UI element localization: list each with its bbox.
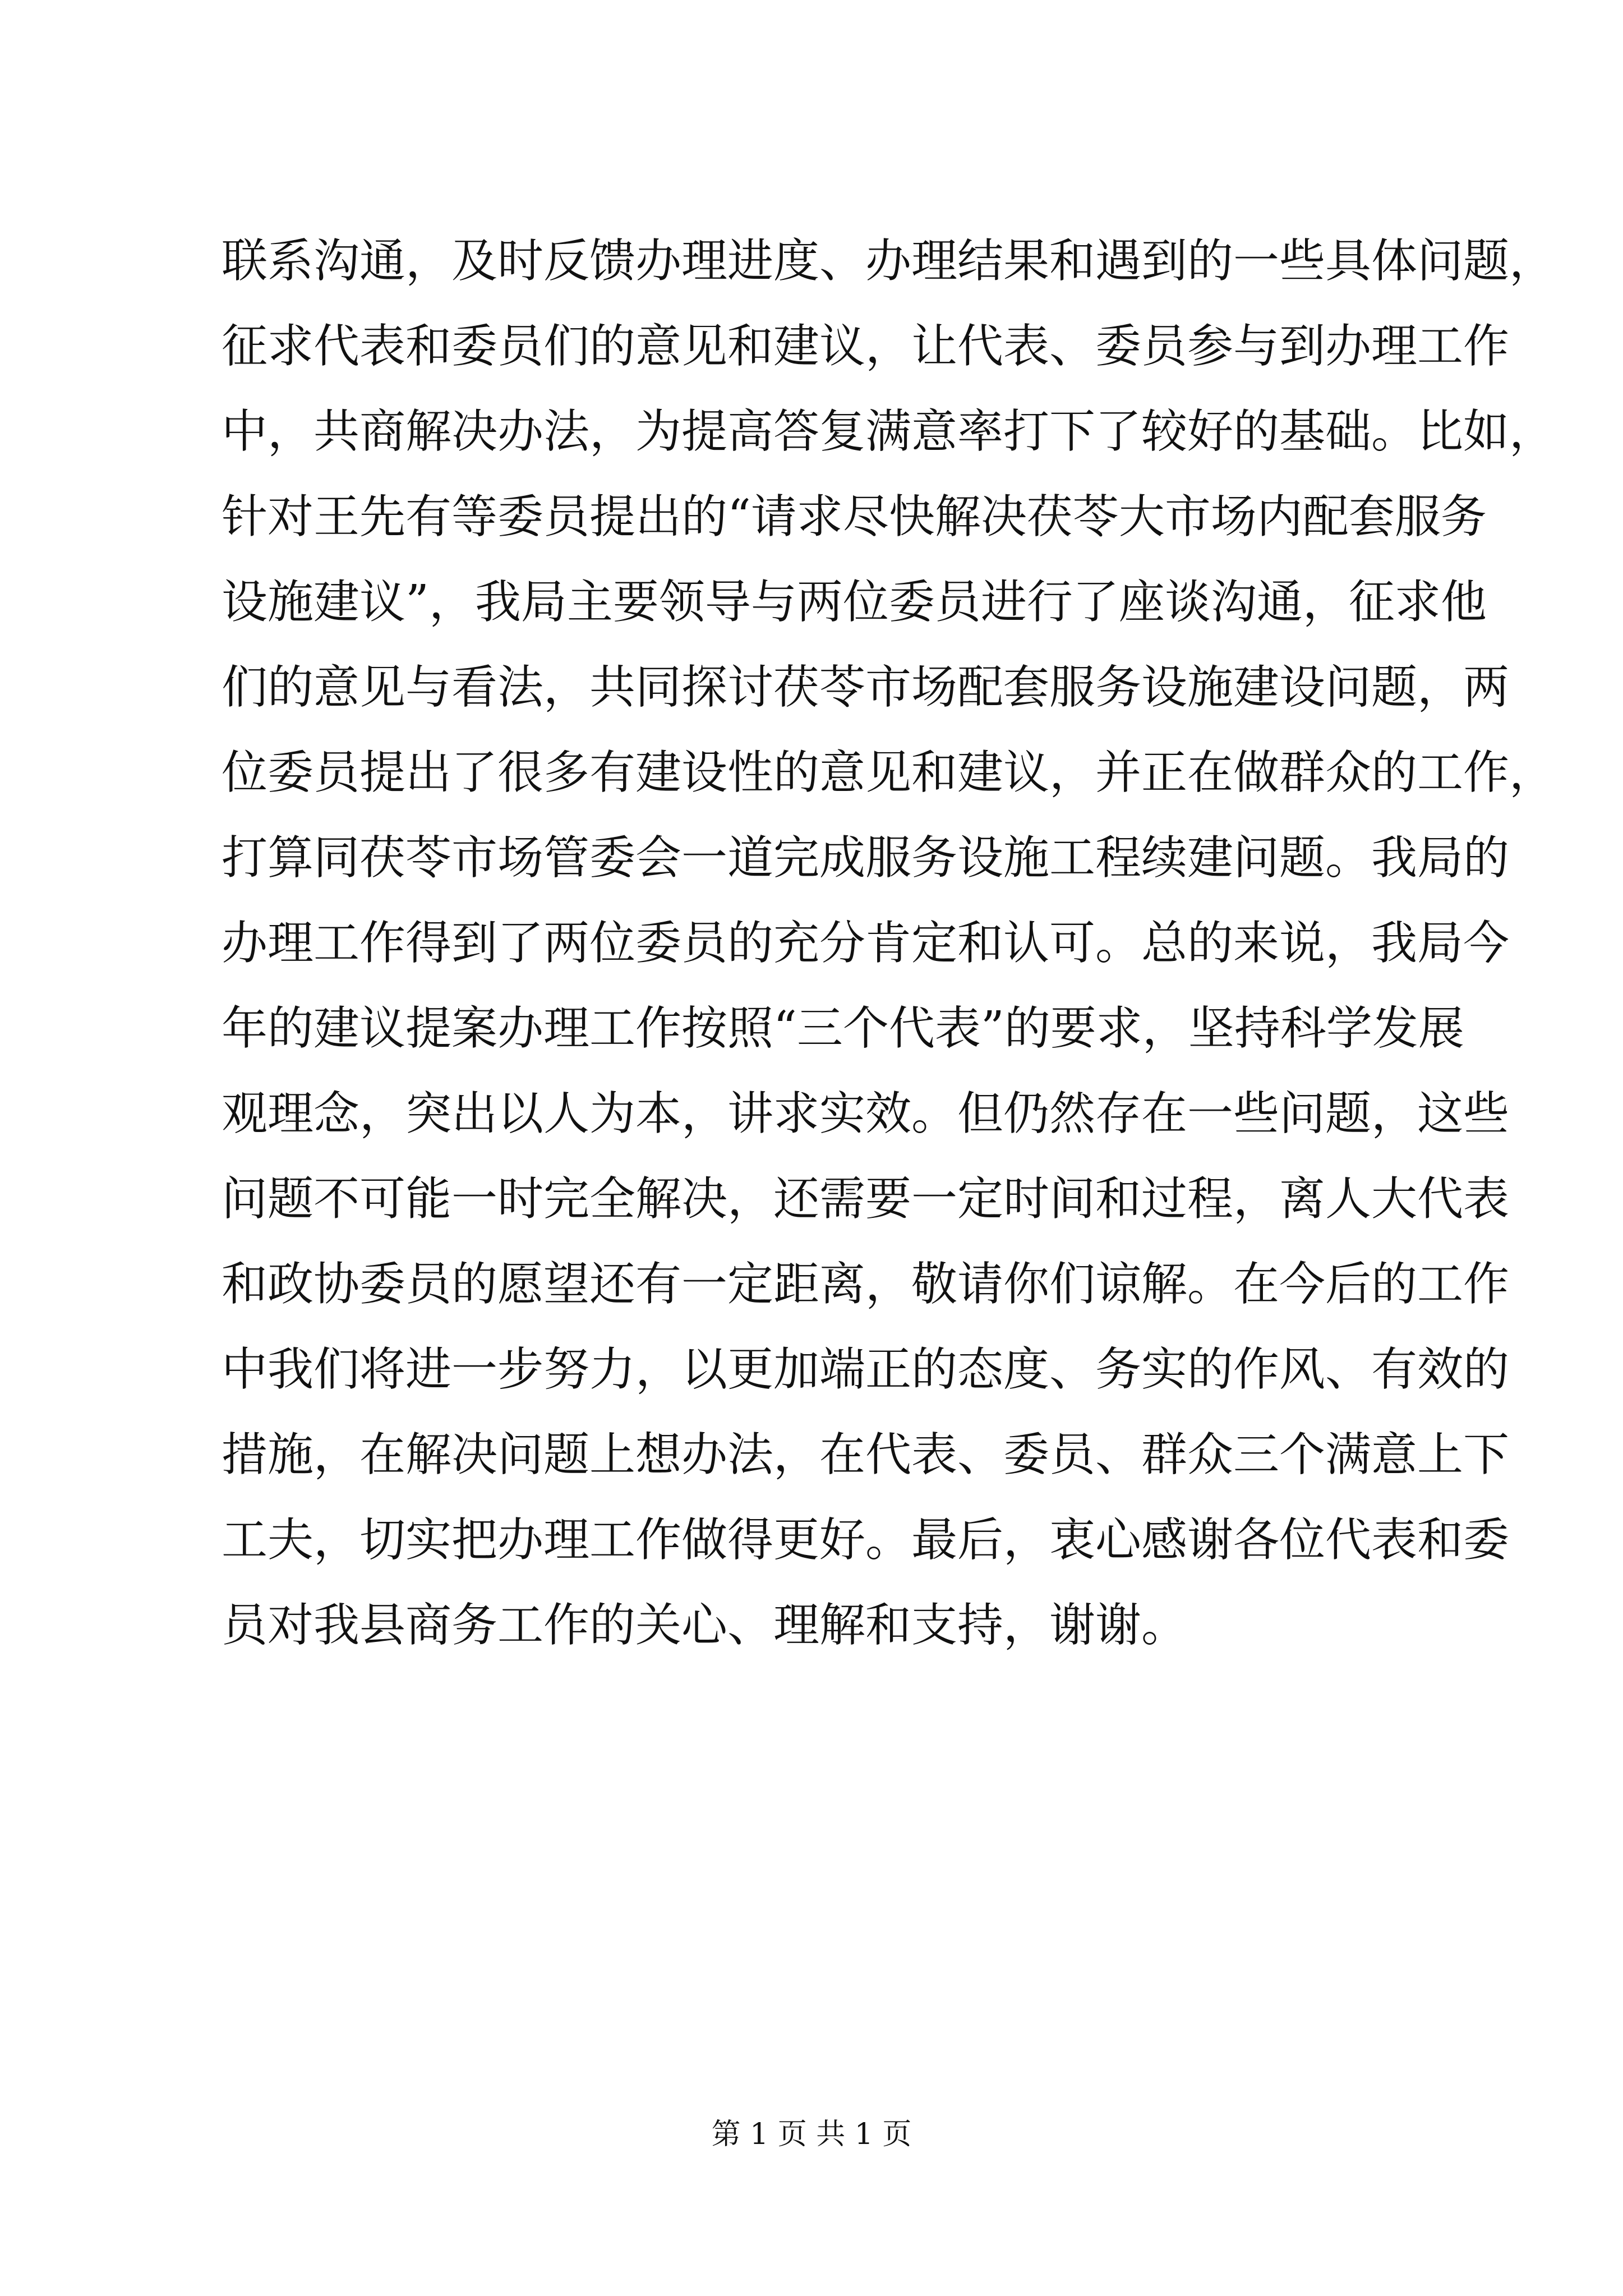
text-line: 员对我县商务工作的关心、理解和支持，谢谢。 — [222, 1599, 1188, 1652]
text-line: 办理工作得到了两位委员的充分肯定和认可。总的来说，我局今 — [222, 917, 1510, 970]
text-line: 联系沟通，及时反馈办理进度、办理结果和遇到的一些具体问题， — [222, 234, 1556, 288]
text-line: 征求代表和委员们的意见和建议，让代表、委员参与到办理工作 — [222, 320, 1510, 373]
page-number-footer: 第 1 页 共 1 页 — [711, 2118, 912, 2151]
text-line: 位委员提出了很多有建设性的意见和建议，并正在做群众的工作， — [222, 746, 1556, 799]
text-line: 和政协委员的愿望还有一定距离，敬请你们谅解。在今后的工作 — [222, 1258, 1510, 1311]
text-line: 中我们将进一步努力，以更加端正的态度、务实的作风、有效的 — [222, 1343, 1510, 1396]
text-line: 设施建议”，我局主要领导与两位委员进行了座谈沟通，征求他 — [222, 576, 1487, 629]
text-line: 们的意见与看法，共同探讨茯苓市场配套服务设施建设问题，两 — [222, 661, 1510, 714]
body-paragraph — [222, 219, 1556, 1668]
text-line: 针对王先有等委员提出的“请求尽快解决茯苓大市场内配套服务 — [222, 490, 1487, 544]
text-line: 打算同茯苓市场管委会一道完成服务设施工程续建问题。我局的 — [222, 831, 1510, 885]
text-line: 中，共商解决办法，为提高答复满意率打下了较好的基础。比如， — [222, 405, 1556, 458]
text-line: 问题不可能一时完全解决，还需要一定时间和过程，离人大代表 — [222, 1172, 1510, 1226]
text-line: 年的建议提案办理工作按照“三个代表”的要求，坚持科学发展 — [222, 1002, 1464, 1055]
text-line: 工夫，切实把办理工作做得更好。最后，衷心感谢各位代表和委 — [222, 1513, 1510, 1567]
text-line: 措施，在解决问题上想办法，在代表、委员、群众三个满意上下 — [222, 1428, 1510, 1481]
text-line: 观理念，突出以人为本，讲求实效。但仍然存在一些问题，这些 — [222, 1087, 1510, 1140]
